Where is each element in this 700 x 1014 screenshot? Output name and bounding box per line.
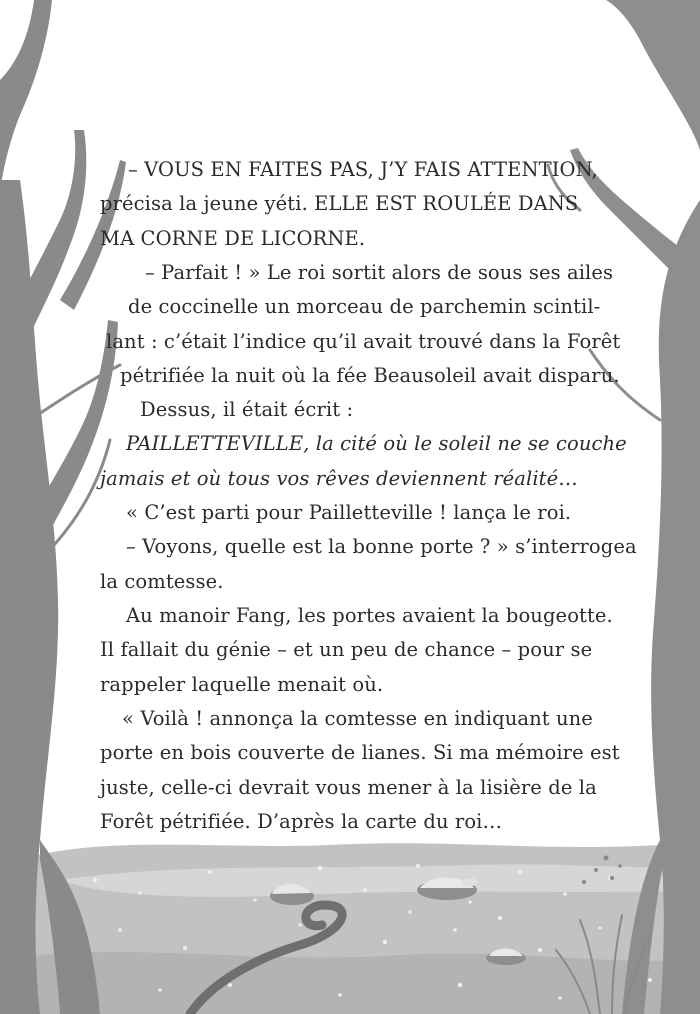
- text-line: Dessus, il était écrit :: [140, 398, 354, 421]
- text-line: – VOUS EN FAITES PAS, J’Y FAIS ATTENTION,: [128, 158, 598, 181]
- text-line-italic: PAILLETTEVILLE, la cité où le soleil ne se couche: [126, 432, 627, 455]
- text-line: rappeler laquelle menait où.: [100, 673, 384, 696]
- text-line: précisa la jeune yéti. ELLE EST ROULÉE DANS: [100, 192, 579, 215]
- text-line: Forêt pétrifiée. D’après la carte du roi…: [100, 810, 503, 833]
- text-line: juste, celle-ci devrait vous mener à la lisière de la: [100, 776, 597, 799]
- text-line: – Voyons, quelle est la bonne porte ? » s’interrogea: [126, 535, 637, 558]
- text-line: Il fallait du génie – et un peu de chance – pour se: [100, 638, 593, 661]
- text-line: porte en bois couverte de lianes. Si ma mémoire est: [100, 741, 620, 764]
- text-line: Au manoir Fang, les portes avaient la bougeotte.: [126, 604, 613, 627]
- text-line: « C’est parti pour Pailletteville ! lança le roi.: [126, 501, 572, 524]
- text-line: lant : c’était l’indice qu’il avait trouvé dans la Forêt: [106, 330, 621, 353]
- text-line: pétrifiée la nuit où la fée Beausoleil avait disparu.: [120, 364, 620, 387]
- text-line: « Voilà ! annonça la comtesse en indiquant une: [122, 707, 593, 730]
- text-line: la comtesse.: [100, 570, 224, 593]
- text-line: – Parfait ! » Le roi sortit alors de sous ses ailes: [145, 261, 614, 284]
- text-line: MA CORNE DE LICORNE.: [100, 227, 366, 250]
- text-line: de coccinelle un morceau de parchemin scintil-: [128, 295, 601, 318]
- text-line-italic: jamais et où tous vos rêves deviennent réalité…: [100, 467, 578, 490]
